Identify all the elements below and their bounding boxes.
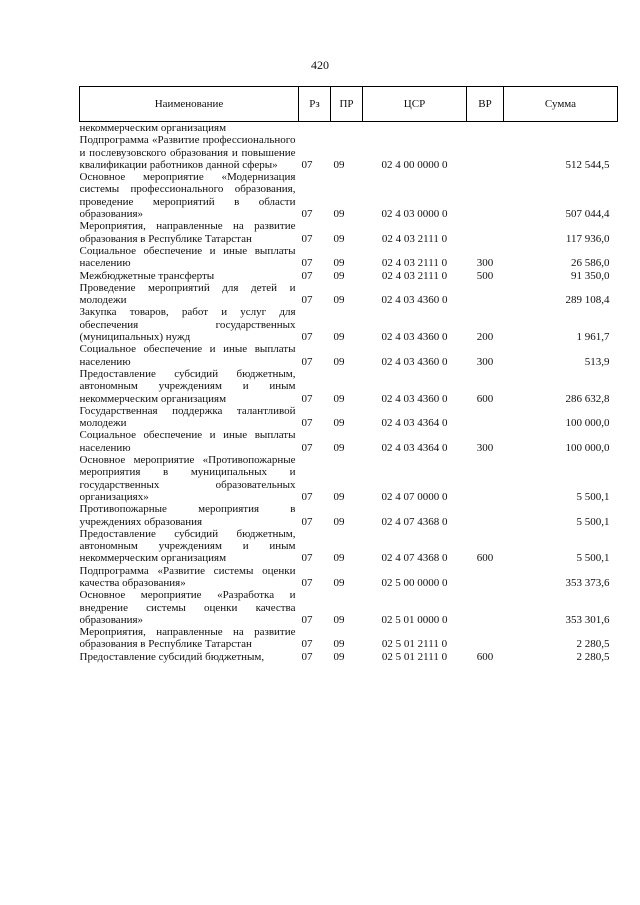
row-name: Социальное обеспечение и иные выплаты населению (79, 343, 296, 368)
row-name: Противопожарные мероприятия в учреждениях образования (79, 503, 296, 528)
row-vr (467, 282, 504, 307)
row-csr: 02 4 07 4368 0 (381, 552, 448, 565)
row-sum: 289 108,4 (565, 294, 610, 307)
row-name: Подпрограмма «Развитие профессионального и послевузовского образования и повышение квалификации работников данной сферы» (79, 134, 296, 171)
row-sum: 513,9 (584, 355, 610, 368)
row-sum: 100 000,0 (565, 417, 610, 430)
row-sum: 26 586,0 (571, 257, 610, 270)
table-row (80, 220, 618, 245)
row-csr: 02 4 03 4360 0 (381, 331, 448, 344)
row-name: Социальное обеспечение и иные выплаты населению (79, 244, 296, 270)
row-vr (467, 454, 504, 503)
row-vr (467, 122, 504, 135)
row-csr: 02 4 03 2111 0 (381, 232, 448, 245)
table-row (80, 528, 618, 565)
table-row (80, 171, 618, 220)
row-pr: 09 (333, 576, 345, 589)
row-name: Основное мероприятие «Противопожарные мероприятия в муниципальных и государственных образовательных организациях» (79, 454, 296, 503)
row-sum: 2 280,5 (576, 650, 610, 663)
table-row (80, 429, 618, 454)
row-vr (467, 589, 504, 626)
row-vr (467, 171, 504, 220)
row-sum: 91 350,0 (571, 269, 610, 282)
table-row (80, 651, 618, 663)
row-sum: 2 280,5 (576, 638, 610, 651)
row-rz: 07 (301, 257, 313, 270)
row-rz: 07 (301, 515, 313, 528)
row-name: Государственная поддержка талантливой молодежи (79, 404, 296, 430)
row-name: Предоставление субсидий бюджетным, (79, 650, 265, 663)
row-pr: 09 (333, 638, 345, 651)
row-vr: 300 (476, 441, 494, 454)
row-vr: 600 (476, 392, 494, 405)
header-rz: Рз (299, 87, 331, 122)
row-pr: 09 (333, 331, 345, 344)
table-body (80, 122, 618, 664)
row-rz: 07 (301, 441, 313, 454)
row-sum: 100 000,0 (565, 441, 610, 454)
row-rz: 07 (301, 208, 313, 221)
row-name: Межбюджетные трансферты (79, 269, 215, 282)
table-row (80, 270, 618, 282)
table-row (80, 306, 618, 343)
row-sum: 5 500,1 (576, 490, 610, 503)
row-pr: 09 (333, 650, 345, 663)
row-csr: 02 5 01 2111 0 (381, 650, 448, 663)
row-vr (467, 503, 504, 528)
row-name: Мероприятия, направленные на развитие образования в Республике Татарстан (79, 626, 296, 651)
row-rz: 07 (301, 576, 313, 589)
row-pr: 09 (333, 441, 345, 454)
row-rz: 07 (301, 158, 313, 171)
row-csr: 02 5 00 0000 0 (381, 576, 448, 589)
table-row (80, 134, 618, 171)
row-rz (299, 122, 331, 135)
table-row (80, 454, 618, 503)
row-rz: 07 (301, 269, 313, 282)
row-vr (467, 134, 504, 171)
table-row (80, 282, 618, 307)
row-name: Социальное обеспечение и иные выплаты населению (79, 429, 296, 454)
row-name: Предоставление субсидий бюджетным, автономным учреждениям и иным некоммерческим организациям (79, 527, 296, 565)
row-csr: 02 5 01 2111 0 (381, 638, 448, 651)
row-name: Основное мероприятие «Модернизация системы профессионального образования, проведение мероприятий в области образования» (79, 171, 296, 221)
row-sum: 5 500,1 (576, 515, 610, 528)
row-csr (363, 122, 467, 135)
row-pr: 09 (333, 294, 345, 307)
table-row (80, 503, 618, 528)
row-vr: 600 (476, 552, 494, 565)
row-sum: 1 961,7 (576, 331, 610, 344)
row-pr: 09 (333, 257, 345, 270)
row-pr: 09 (333, 392, 345, 405)
row-pr: 09 (333, 515, 345, 528)
row-pr: 09 (333, 269, 345, 282)
row-csr: 02 4 03 4364 0 (381, 417, 448, 430)
row-pr: 09 (333, 355, 345, 368)
row-rz: 07 (301, 294, 313, 307)
row-rz: 07 (301, 355, 313, 368)
row-sum: 5 500,1 (576, 552, 610, 565)
row-rz: 07 (301, 232, 313, 245)
row-vr: 500 (476, 269, 494, 282)
row-pr (331, 122, 363, 135)
row-rz: 07 (301, 331, 313, 344)
row-name: Закупка товаров, работ и услуг для обеспечения государственных (муниципальных) нужд (79, 306, 296, 344)
row-pr: 09 (333, 613, 345, 626)
row-pr: 09 (333, 232, 345, 245)
header-csr: ЦСР (363, 87, 467, 122)
table-row (80, 343, 618, 368)
row-rz: 07 (301, 650, 313, 663)
row-sum (504, 122, 618, 135)
row-rz: 07 (301, 638, 313, 651)
row-pr: 09 (333, 208, 345, 221)
table-header (80, 87, 618, 122)
table-row (80, 245, 618, 270)
table-row (80, 589, 618, 626)
row-csr: 02 4 03 4364 0 (381, 441, 448, 454)
row-name: Проведение мероприятий для детей и молодежи (79, 281, 296, 307)
row-pr: 09 (333, 417, 345, 430)
row-pr: 09 (333, 158, 345, 171)
row-name: некоммерческим организациям (79, 122, 227, 134)
row-name: Подпрограмма «Развитие системы оценки качества образования» (79, 564, 296, 589)
row-csr: 02 4 03 4360 0 (381, 355, 448, 368)
header-vr: ВР (467, 87, 504, 122)
row-sum: 512 544,5 (565, 158, 610, 171)
table-row (80, 122, 618, 135)
row-rz: 07 (301, 490, 313, 503)
row-vr: 300 (476, 355, 494, 368)
row-rz: 07 (301, 613, 313, 626)
row-sum: 117 936,0 (565, 232, 610, 245)
row-rz: 07 (301, 392, 313, 405)
row-vr (467, 220, 504, 245)
row-vr (467, 405, 504, 430)
budget-table (79, 86, 618, 663)
table-row (80, 626, 618, 651)
row-sum: 286 632,8 (565, 392, 610, 405)
table-row (80, 565, 618, 590)
row-csr: 02 4 03 0000 0 (381, 208, 448, 221)
row-name: Основное мероприятие «Разработка и внедрение системы оценки качества образования» (79, 589, 296, 626)
row-csr: 02 4 03 4360 0 (381, 294, 448, 307)
page-number: 420 (311, 58, 329, 72)
row-rz: 07 (301, 417, 313, 430)
row-sum: 353 373,6 (565, 576, 610, 589)
row-vr (467, 626, 504, 651)
row-csr: 02 5 01 0000 0 (381, 613, 448, 626)
row-vr (467, 565, 504, 590)
row-vr: 600 (476, 650, 494, 663)
row-vr: 200 (476, 331, 494, 344)
row-pr: 09 (333, 490, 345, 503)
row-csr: 02 4 00 0000 0 (381, 158, 448, 171)
row-rz: 07 (301, 552, 313, 565)
row-csr: 02 4 03 4360 0 (381, 392, 448, 405)
row-name: Мероприятия, направленные на развитие образования в Республике Татарстан (79, 220, 296, 245)
header-pr: ПР (331, 87, 363, 122)
row-name: Предоставление субсидий бюджетным, автономным учреждениям и иным некоммерческим организациям (79, 367, 296, 405)
row-csr: 02 4 07 4368 0 (381, 515, 448, 528)
row-sum: 353 301,6 (565, 613, 610, 626)
row-csr: 02 4 03 2111 0 (381, 257, 448, 270)
header-sum: Сумма (504, 87, 618, 122)
row-sum: 507 044,4 (565, 208, 610, 221)
row-csr: 02 4 07 0000 0 (381, 490, 448, 503)
row-vr: 300 (476, 257, 494, 270)
header-name: Наименование (80, 87, 299, 122)
table-row (80, 368, 618, 405)
row-csr: 02 4 03 2111 0 (381, 269, 448, 282)
row-pr: 09 (333, 552, 345, 565)
table-row (80, 405, 618, 430)
